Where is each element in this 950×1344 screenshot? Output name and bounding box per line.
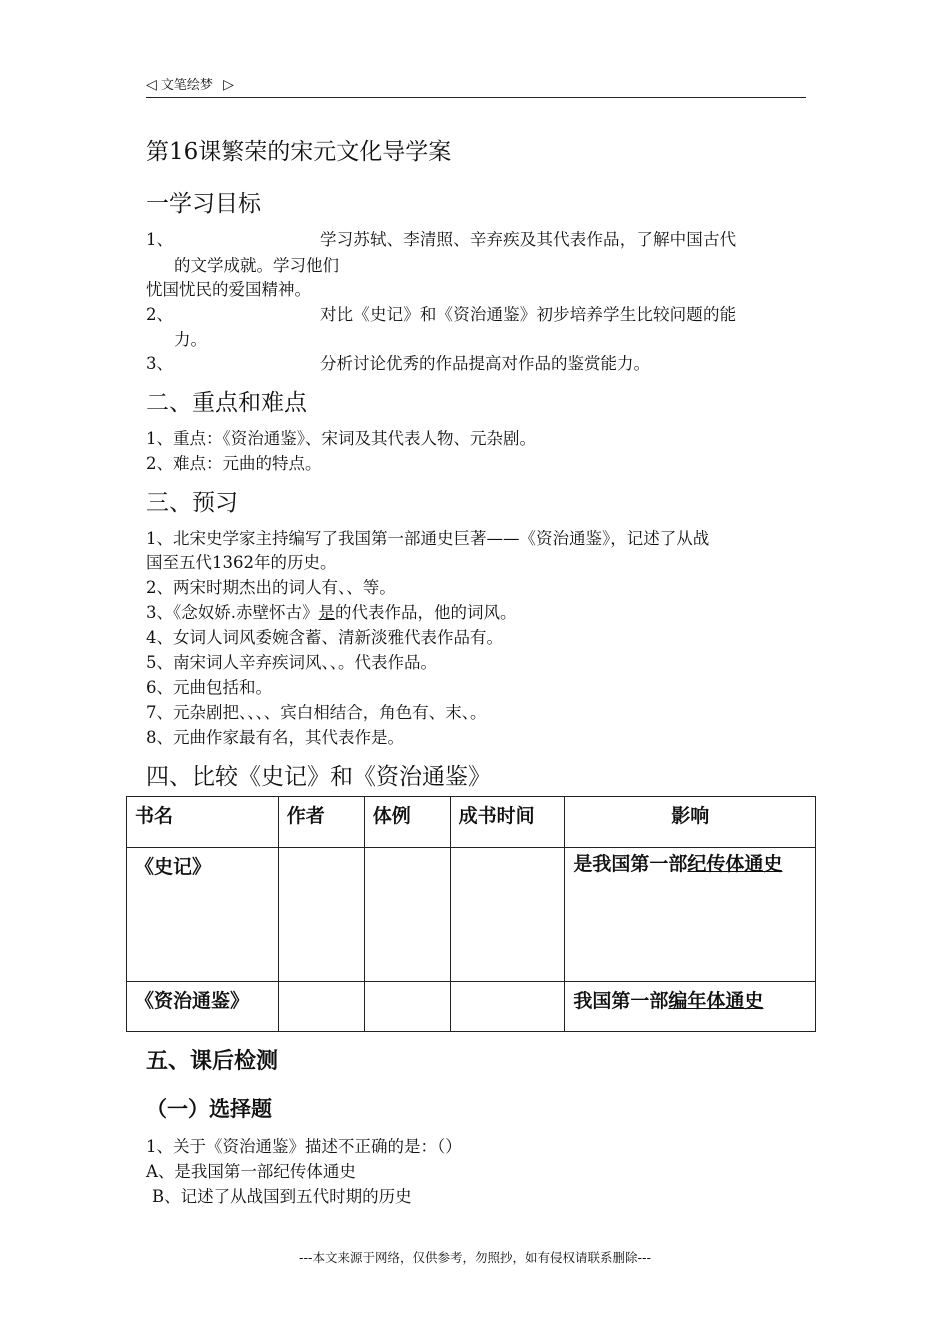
impact-underlined: 编年体通史 [668, 990, 764, 1012]
section-4-heading: 四、比较《史记》和《资治通鉴》 [146, 764, 491, 790]
section-2-heading: 二、重点和难点 [146, 390, 307, 416]
option-b: B、记述了从战国到五代时期的历史 [152, 1187, 412, 1206]
style-cell [364, 982, 450, 1032]
key-point-line: 1、重点：《资治通鉴》、宋词及其代表人物、元杂剧。 [146, 429, 536, 448]
goal-1-number: 1、 [146, 230, 173, 249]
header-book-name: 书名 [127, 797, 279, 848]
preview-line-3-lead: 3、《念奴娇.赤壁怀古》 [146, 603, 319, 622]
goal-3-number: 3、 [146, 354, 173, 373]
impact-cell [565, 982, 816, 1032]
preview-line-5: 5、南宋词人辛弃疾词风、、。代表作品。 [146, 653, 437, 672]
section-5-heading: 五、课后检测 [146, 1049, 279, 1074]
subsection-heading: （一）选择题 [146, 1097, 272, 1121]
page-header [146, 74, 234, 93]
goal-2-text: 对比《史记》和《资治通鉴》初步培养学生比较问题的能 [320, 305, 737, 324]
style-cell [364, 848, 450, 982]
preview-line-1: 1、北宋史学家主持编写了我国第一部通史巨著——《资治通鉴》，记述了从战 [146, 529, 710, 548]
impact-prefix: 我国第一部 [573, 990, 669, 1012]
author-cell [278, 848, 364, 982]
book-name-cell: 《资治通鉴》 [127, 982, 279, 1032]
table-row [127, 848, 816, 982]
goal-2-continuation: 力。 [174, 330, 207, 349]
preview-line-7: 7、元杂剧把、、、、宾白相结合，角色有、末、。 [146, 703, 487, 722]
preview-line-1-continuation: 国至五代1362年的历史。 [146, 553, 337, 572]
date-cell [450, 848, 565, 982]
book-name-cell: 《史记》 [127, 848, 279, 982]
preview-line-4: 4、女词人词风委婉含蓄、清新淡雅代表作品有。 [146, 628, 503, 647]
table-row [127, 982, 816, 1032]
goal-1-continuation-2: 忧国忧民的爱国精神。 [146, 280, 311, 299]
header-brand: 文笔绘梦 [160, 78, 213, 93]
header-impact: 影响 [565, 797, 816, 848]
section-3-heading: 三、预习 [146, 490, 238, 516]
right-triangle-icon: ▷ [223, 77, 234, 93]
header-style: 体例 [364, 797, 450, 848]
header-date: 成书时间 [450, 797, 565, 848]
comparison-table [126, 796, 816, 1032]
date-cell [450, 982, 565, 1032]
goal-2-number: 2、 [146, 305, 173, 324]
section-1-heading: 一学习目标 [146, 191, 261, 217]
goal-1-continuation: 的文学成就。学习他们 [174, 256, 339, 275]
impact-cell [565, 848, 816, 982]
difficulty-line: 2、难点：元曲的特点。 [146, 454, 322, 473]
impact-prefix: 是我国第一部 [573, 853, 688, 875]
page-footer: ---本文来源于网络，仅供参考，勿照抄，如有侵权请联系删除--- [298, 1250, 652, 1265]
preview-line-3-rest: 的代表作品，他的词风。 [335, 603, 517, 622]
table-header-row [127, 797, 816, 848]
author-cell [278, 982, 364, 1032]
impact-underlined: 纪传体通史 [687, 853, 783, 875]
header-author: 作者 [278, 797, 364, 848]
preview-line-3 [146, 599, 517, 623]
question-1: 1、关于《资治通鉴》描述不正确的是：（） [146, 1137, 462, 1156]
preview-line-2: 2、两宋时期杰出的词人有、、等。 [146, 578, 396, 597]
preview-line-8: 8、元曲作家最有名，其代表作是。 [146, 728, 404, 747]
option-a: A、是我国第一部纪传体通史 [146, 1162, 356, 1181]
goal-3-text: 分析讨论优秀的作品提高对作品的鉴赏能力。 [320, 354, 650, 373]
left-triangle-icon: ◁ [146, 77, 157, 93]
goal-1-text: 学习苏轼、李清照、辛弃疾及其代表作品，了解中国古代 [320, 230, 737, 249]
preview-line-6: 6、元曲包括和。 [146, 678, 272, 697]
document-title: 第16课繁荣的宋元文化导学案 [146, 139, 452, 165]
header-rule [146, 97, 806, 98]
preview-line-3-underlined: 是 [318, 603, 335, 622]
